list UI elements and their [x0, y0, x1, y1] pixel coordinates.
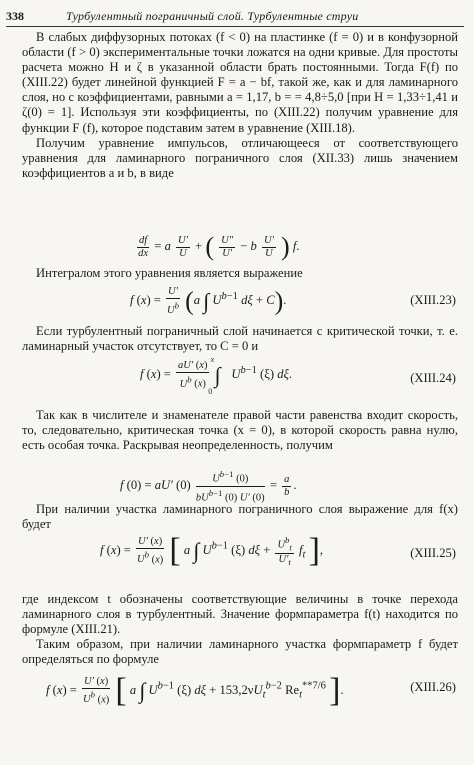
equation-number-23: (XIII.23) [410, 293, 456, 307]
page-number: 338 [6, 9, 24, 23]
equation-number-25: (XIII.25) [410, 546, 456, 560]
equation-xiii-23: f (x) = $\frac{U'}{U^b}$ (a ∫ $U^{b-1}$ dξ + C). [130, 286, 287, 316]
equation-xiii-26: f (x) = $\frac{U' (x)}{U^b (x)}$ [ a ∫ $U^{b-1}$ (ξ) $d\xi + 153,2\nu U_t^{b-2}$ $Re_t^{**7/6}$ ]. [46, 672, 344, 709]
singular-point-limit: f (0) = aU′ (0) $\frac{U^{b-1} (0)}{bU^{b-1} (0) U' (0)}$ = $\frac{a}{b}$ . [120, 469, 297, 503]
equation-number-26: (XIII.26) [410, 680, 456, 694]
paragraph-5: Так как в числителе и знаменателе правой части равенства входит скорость, то, следовательно, критическая точка (x = 0), в которой скорость равна нулю, есть особая точка. Раскрывая неопределенность, получим [22, 408, 458, 453]
paragraph-3: Интегралом этого уравнения является выражение [36, 266, 303, 280]
paragraph-4: Если турбулентный пограничный слой начинается с критической точки, т. е. ламинарный участок отсутствует, то C = 0 и [22, 324, 458, 354]
equation-xiii-25: f (x) = $\frac{U' (x)}{U^b (x)}$ [ a ∫ $U^{b-1}$ (ξ) dξ + $\frac{U^b_t}{U'_t}$ $f_t$ ], [100, 532, 324, 569]
equation-xiii-24: f (x) = $\frac{aU' (x)}{U^b (x)}$ ∫$^x_0$ $U^{b-1}$ (ξ) dξ. [140, 355, 293, 397]
paragraph-6: При наличии участка ламинарного пограничного слоя выражение для f(x) будет [22, 502, 458, 532]
page-header [6, 8, 464, 27]
paragraph-2: Получим уравнение импульсов, отличающееся от соответствующего уравнения для ламинарного пограничного слоя (XII.33) лишь значением коэффициентов a и b, в виде [22, 135, 458, 180]
equation-number-24: (XIII.24) [410, 371, 456, 385]
paragraph-1: В слабых диффузорных потоках (f < 0) на пластинке (f = 0) и в конфузорной области (f > 0) экспериментальные точки ложатся на одни кривые. Для простоты расчета можно H и ζ в указанной области брать постоянными. Тогда F(f) по (XIII.22) будет линейной функцией F = a − bf, такой же, как и для ламинарного слоя, но с коэффициентами, равными a = 1,17, b = = 4,8÷5,0 [при H = 1,33÷1,41 и ζ(0) = 1]. Используя эти коэффициенты, по (XIII.22) получим уравнение для функции F (f), которое подставим затем в уравнение (XIII.18). Получим уравнение импульсов, отличающееся от соответствующего уравнения для ламинарного пограничного слоя (XII.33) лишь значением коэффициентов a и b, в виде [22, 30, 458, 180]
momentum-equation: $\frac{df}{dx}$ = a $\frac{U'}{U}$ + ( $\frac{U''}{U'}$ − b $\frac{U'}{U}$ ) f. [138, 232, 300, 261]
paragraph-8: Таким образом, при наличии ламинарного участка формпараметр f будет определяться по формуле [22, 637, 458, 667]
running-title: Турбулентный пограничный слой. Турбулентные струи [66, 9, 359, 23]
paragraph-7: где индексом t обозначены соответствующие величины в точке перехода ламинарного слоя в турбулентный. Значение формпараметра f(t) находится по формуле (XIII.21). Таким образом, при наличии ламинарного участка формпараметр f будет определяться по формуле [22, 592, 458, 667]
